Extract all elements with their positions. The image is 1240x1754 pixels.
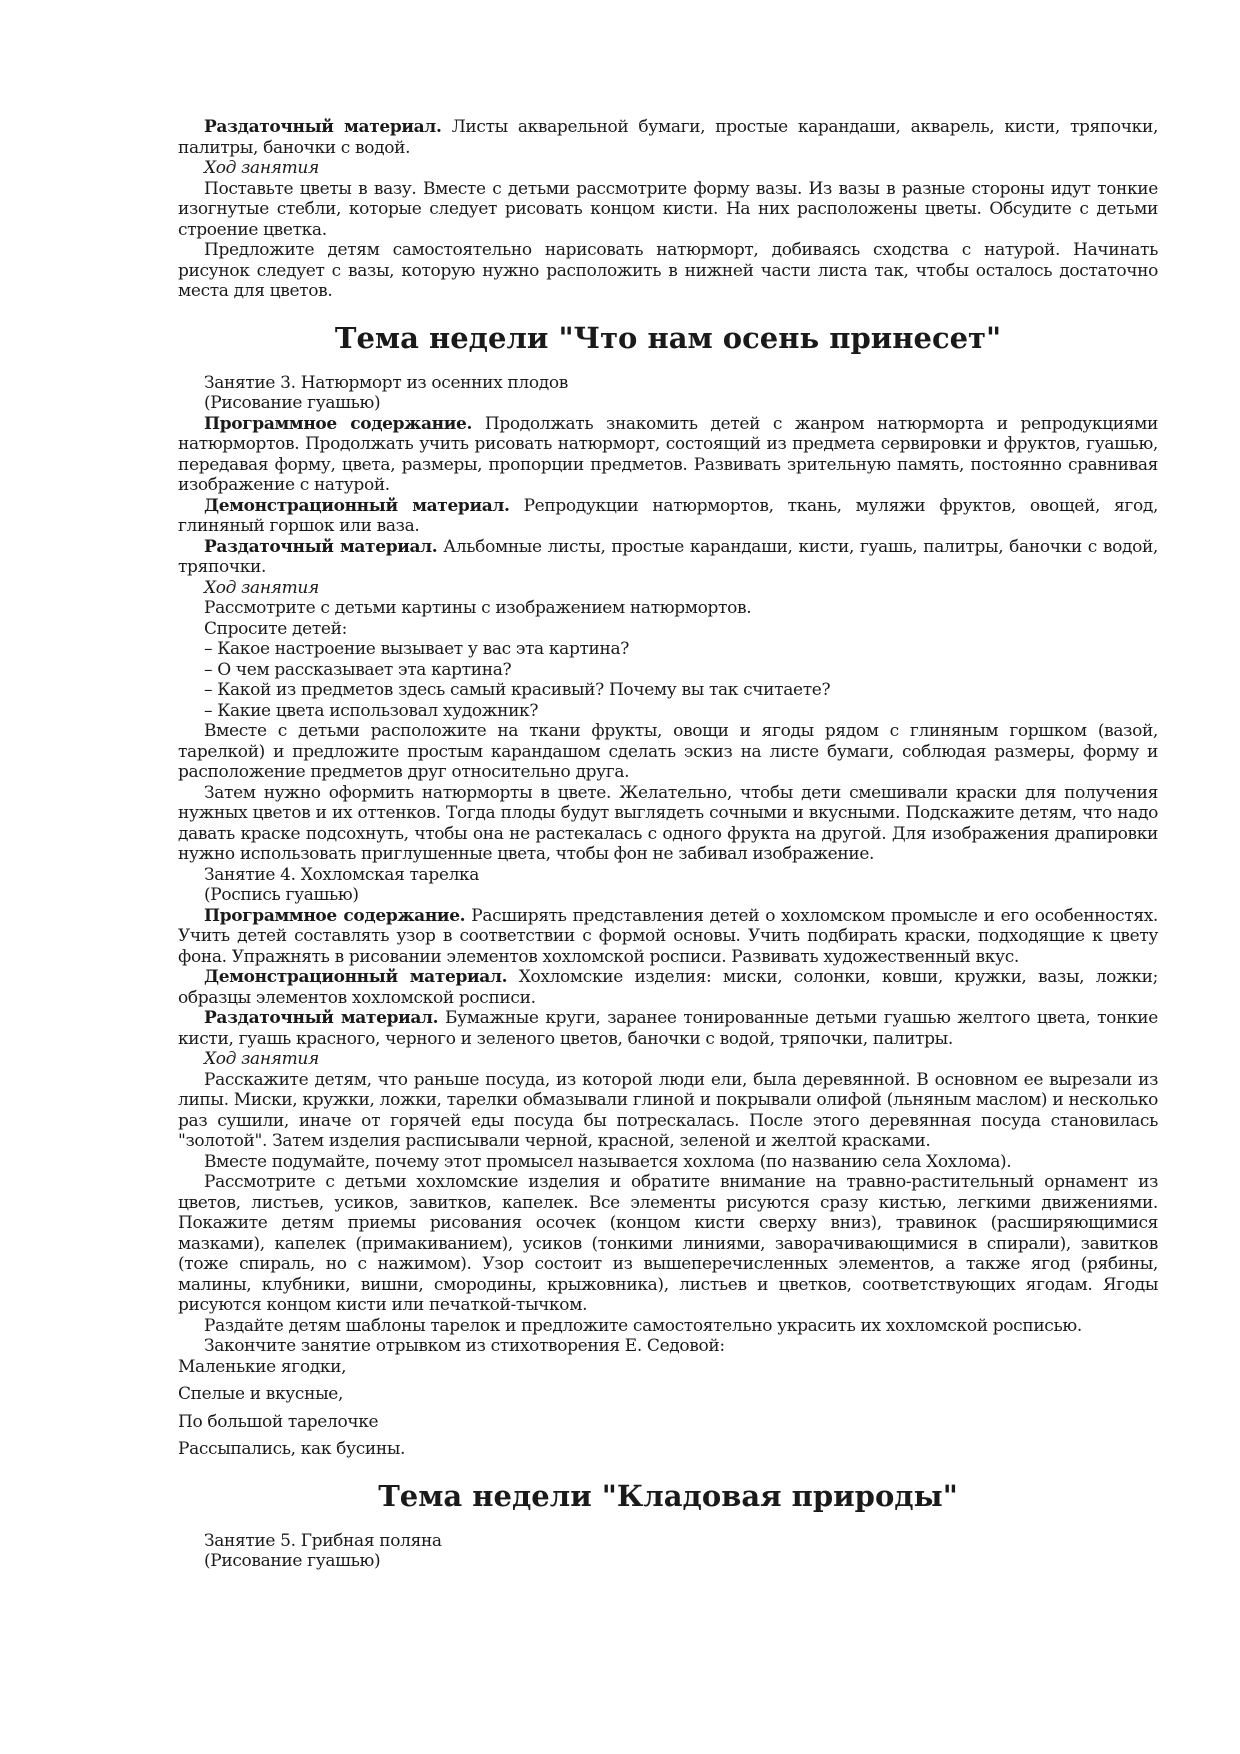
paragraph: Вместе с детьми расположите на ткани фрукты, овощи и ягоды рядом с глиняным горшком (вазой, тарелкой) и предложите простым карандашом сделать эскиз на листе бумаги, соблюдая размеры, форму и расположение предметов друг относительно друга. [178,721,1158,782]
handout-paragraph [178,117,1158,158]
paragraph: Поставьте цветы в вазу. Вместе с детьми рассмотрите форму вазы. Из вазы в разные стороны идут тонкие изогнутые стебли, которые следует рисовать концом кисти. На них расположены цветы. Обсудите с детьми строение цветка. [178,178,1158,240]
poem-line: По большой тарелочке [178,1411,379,1432]
paragraph: Закончите занятие отрывком из стихотворения Е. Седовой: [204,1336,725,1356]
poem-line: Маленькие ягодки, [178,1356,347,1377]
poem-line: Спелые и вкусные, [178,1384,344,1404]
handout-text: Альбомные листы, простые карандаши, кисти, гуашь, палитры, баночки с водой, тряпочки. [178,536,1158,577]
question-item: – Какой из предметов здесь самый красивый? Почему вы так считаете? [204,680,831,700]
handout-label: Раздаточный материал. [204,536,438,557]
handout-label: Раздаточный материал. [204,117,442,137]
demo-material-label: Демонстрационный материал. [204,495,510,516]
paragraph: Рассмотрите с детьми картины с изображением натюрмортов. [204,598,752,618]
lesson-subtitle: (Рисование гуашью) [204,1551,381,1571]
question-item: – Какое настроение вызывает у вас эта картина? [204,639,630,659]
paragraph: Рассмотрите с детьми хохломские изделия и обратите внимание на травно-растительный орнамент из цветов, листьев, усиков, завитков, капелек. Все элементы рисуются сразу кистью, легкими движениями. Покажите детям приемы рисования осочек (концом кисти сверху вниз), травинок (расширяющимися мазками), капелек (примакиванием), усиков (тонкими линиями, заворачивающимися в спирали), завитков (тоже спираль, но с нажимом). Узор состоит из вышеперечисленных элементов, а также ягод (рябины, малины, клубники, вишни, смородины, крыжовника), листьев и цветков, соответствующих ягодам. Ягоды рисуются концом кисти или печаткой-тычком. [178,1172,1158,1315]
demo-material-text: Репродукции натюрмортов, ткань, муляжи фруктов, овощей, ягод, глиняный горшок или ваза. [178,495,1158,536]
paragraph: Раздайте детям шаблоны тарелок и предложите самостоятельно украсить их хохломской росписью. [204,1315,1082,1336]
lesson-title: Занятие 5. Грибная поляна [204,1530,442,1551]
lesson-subtitle: (Рисование гуашью) [204,393,381,413]
handout-text: Листы акварельной бумаги, простые карандаши, акварель, кисти, тряпочки, палитры, баночки с водой. [178,117,1158,158]
program-content-text: Расширять представления детей о хохломском промысле и его особенностях. Учить детей составлять узор в соответствии с формой основы. Учить подбирать краски, подходящие к цвету фона. Упражнять в рисовании элементов хохломской росписи. Развивать художественный вкус. [178,905,1158,967]
program-content-text: Продолжать знакомить детей с жанром натюрморта и репродукциями натюрмортов. Продолжать учить рисовать натюрморт, состоящий из предмета сервировки и фруктов, гуашью, передавая форму, цвета, размеры, пропорции предметов. Развивать зрительную память, постоянно сравнивая изображение с натурой. [178,413,1158,495]
handout-text: Бумажные круги, заранее тонированные детьми гуашью желтого цвета, тонкие кисти, гуашь красного, черного и зеленого цветов, баночки с водой, тряпочки, палитры. [178,1008,1158,1049]
lesson-progress-heading: Ход занятия [204,577,319,598]
program-content-label: Программное содержание. [204,905,466,926]
lesson-title: Занятие 4. Хохломская тарелка [204,864,480,885]
question-item: – О чем рассказывает эта картина? [204,659,512,680]
demo-material-label: Демонстрационный материал. [204,967,508,987]
poem-line: Рассыпались, как бусины. [178,1439,406,1459]
paragraph: Расскажите детям, что раньше посуда, из которой люди ели, была деревянной. В основном ее вырезали из липы. Миски, кружки, ложки, тарелки обмазывали глиной и покрывали олифой (льняным маслом) и несколько раз сушили, иначе от горячей еды посуда бы потрескалась. После этого деревянная посуда становилась "золотой". Затем изделия расписывали черной, красной, зеленой и желтой красками. [178,1069,1158,1151]
program-content-paragraph [178,906,1158,968]
program-content-paragraph [178,414,1158,496]
paragraph: Вместе подумайте, почему этот промысел называется хохлома (по названию села Хохлома). [204,1151,1012,1172]
handout-paragraph [178,537,1158,578]
demo-material-text: Хохломские изделия: миски, солонки, ковши, кружки, вазы, ложки; образцы элементов хохломской росписи. [178,967,1158,1008]
page-content [178,117,1158,1572]
paragraph: Предложите детям самостоятельно нарисовать натюрморт, добиваясь сходства с натурой. Начинать рисунок следует с вазы, которую нужно расположить в нижней части листа так, чтобы осталось достаточно места для цветов. [178,240,1158,301]
lesson-title: Занятие 3. Натюрморт из осенних плодов [204,372,568,393]
lesson-subtitle: (Роспись гуашью) [204,885,359,905]
lesson-progress-heading: Ход занятия [204,1049,319,1069]
paragraph: Спросите детей: [204,618,347,639]
question-item: – Какие цвета использовал художник? [204,700,539,721]
week-title: Тема недели "Что нам осень принесет" [334,320,1002,355]
lesson-progress-heading: Ход занятия [204,158,319,178]
demo-material-paragraph [178,496,1158,537]
program-content-label: Программное содержание. [204,413,473,434]
week-title: Тема недели "Кладовая природы" [378,1478,958,1513]
handout-paragraph [178,1008,1158,1049]
handout-label: Раздаточный материал. [204,1008,439,1028]
demo-material-paragraph [178,967,1158,1008]
paragraph: Затем нужно оформить натюрморты в цвете. Желательно, чтобы дети смешивали краски для получения нужных цветов и их оттенков. Тогда плоды будут выглядеть сочными и вкусными. Подскажите детям, что надо давать краске подсохнуть, чтобы она не растекалась с одного фрукта на другой. Для изображения драпировки нужно использовать приглушенные цвета, чтобы фон не забивал изображение. [178,782,1158,864]
